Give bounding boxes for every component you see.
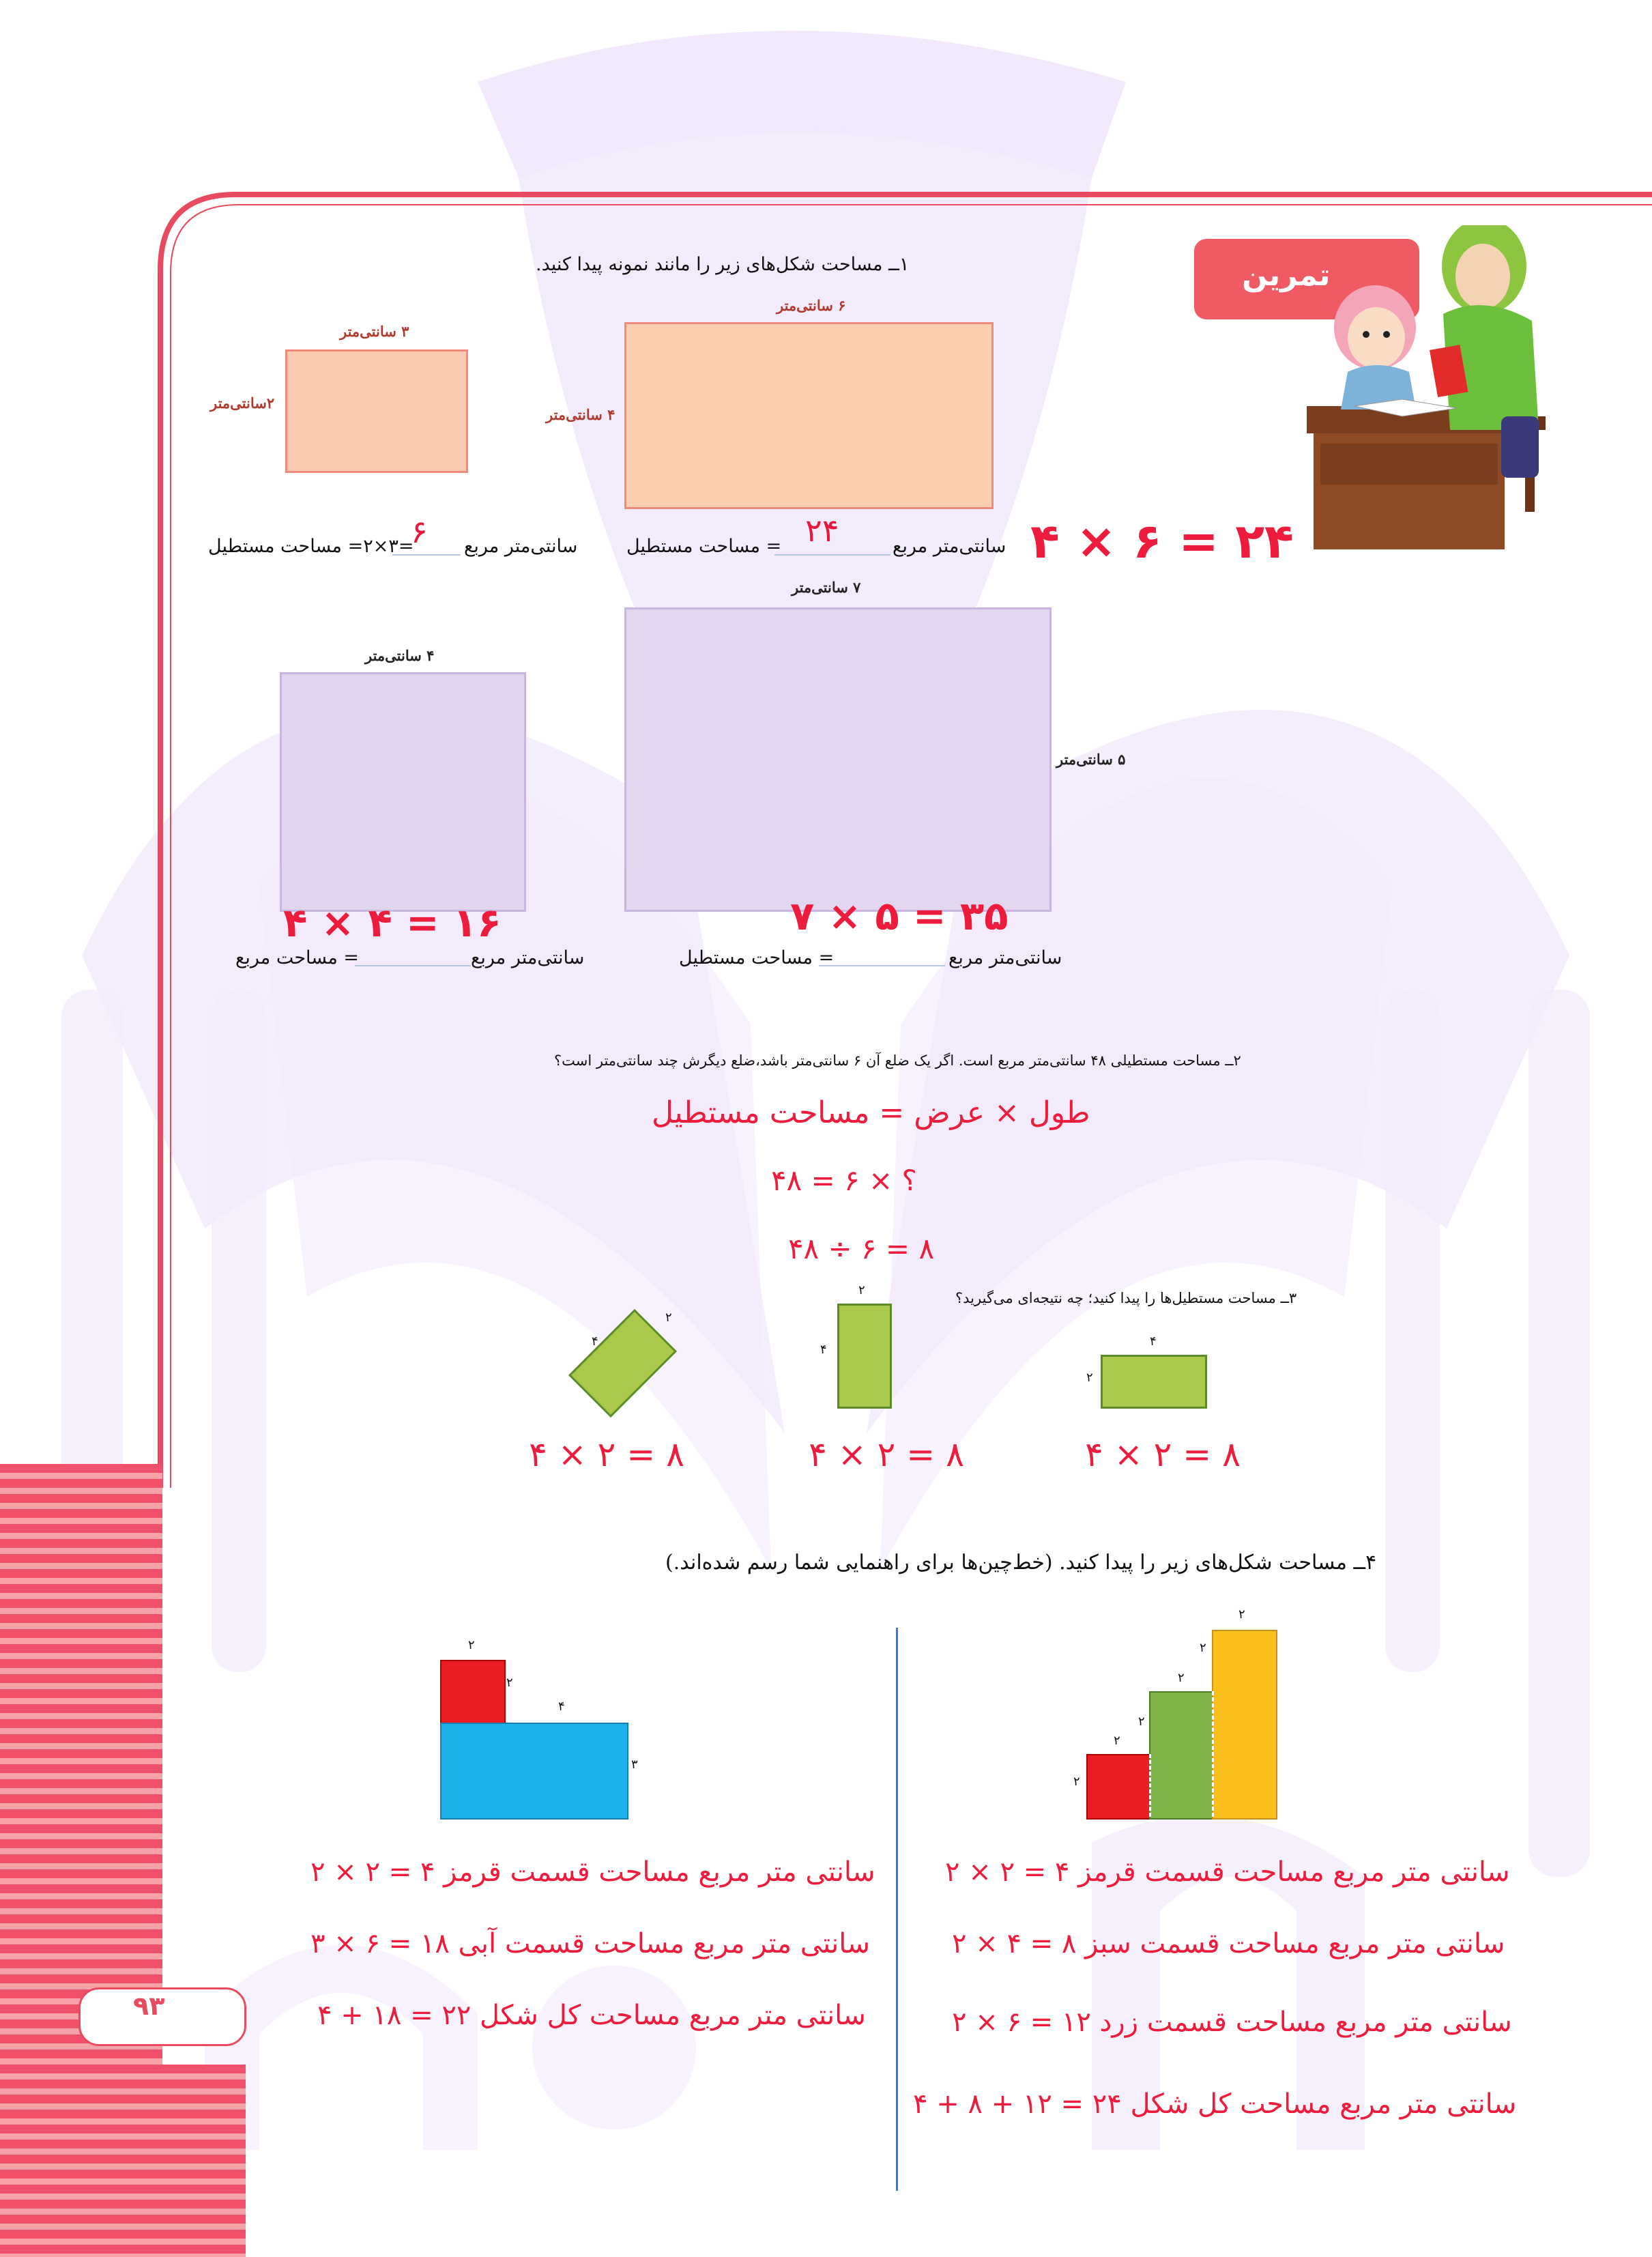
side-stripes — [0, 1464, 246, 2257]
q3-rect-tilted-label-1: ۴ — [592, 1334, 598, 1349]
q1-rect-orange — [624, 322, 994, 509]
q4-title: ۴ــ مساحت شکل‌های زیر را پیدا کنید. (خط‌چین‌ها برای راهنمایی شما رسم شده‌اند.) — [665, 1551, 1377, 1575]
q1-rect-purple-unit: سانتی‌متر مربع — [948, 947, 1062, 968]
q1-title: ۱ــ مساحت شکل‌های زیر را مانند نمونه پیدا کنید. — [536, 254, 910, 275]
q4-left-label-blue-top: ۴ — [558, 1699, 565, 1714]
q4-right-answer-1: سانتی متر مربع مساحت قسمت قرمز ۴ = ۲ × ۲ — [945, 1856, 1510, 1888]
q3-rect-horizontal — [1101, 1355, 1207, 1409]
q3-answer-2: ۴ × ۲ = ۸ — [809, 1435, 964, 1474]
q1-rect-small-answer: ۶ — [411, 513, 428, 550]
q4-right-label-6: ۲ — [1238, 1607, 1245, 1622]
q1-rect-orange-answer-blank — [774, 554, 890, 556]
q1-rect-purple-formula: = مساحت مستطیل — [679, 947, 835, 968]
q1-rect-small — [285, 349, 468, 473]
q3-rect-vertical-label-top: ۲ — [858, 1283, 865, 1297]
q4-right-green-rect — [1149, 1691, 1215, 1820]
q1-rect-orange-unit: سانتی‌متر مربع — [893, 536, 1006, 557]
q3-answer-3: ۴ × ۲ = ۸ — [1085, 1435, 1241, 1474]
q4-left-answer-1: سانتی متر مربع مساحت قسمت قرمز ۴ = ۲ × ۲ — [310, 1856, 875, 1888]
q1-rect-small-formula: =۳×۲= مساحت مستطیل — [208, 536, 414, 557]
q4-left-red-square — [440, 1660, 506, 1725]
q2-title: ۲ــ مساحت مستطیلی ۴۸ سانتی‌متر مربع است. اگر یک ضلع آن ۶ سانتی‌متر باشد،ضلع دیگرش چند سانتی‌متر است؟ — [554, 1052, 1241, 1069]
q4-left-label-red-side: ۲ — [506, 1676, 513, 1690]
q1-rect-small-unit: سانتی‌متر مربع — [464, 536, 578, 557]
q3-answer-1: ۴ × ۲ = ۸ — [529, 1435, 684, 1474]
q3-rect-horizontal-label-side: ۲ — [1086, 1370, 1093, 1385]
q4-right-label-1: ۲ — [1073, 1774, 1080, 1789]
q3-rect-tilted-label-2: ۲ — [665, 1310, 672, 1325]
q4-right-label-2: ۲ — [1114, 1734, 1120, 1748]
q2-line-3: ۴۸ ÷ ۶ = ۸ — [788, 1232, 935, 1265]
q2-line-1: طول × عرض = مساحت مستطیل — [652, 1095, 1090, 1130]
q1-square — [280, 672, 526, 912]
q3-rect-vertical — [837, 1304, 892, 1409]
q4-left-label-blue-side: ۳ — [631, 1757, 638, 1772]
q4-divider — [896, 1628, 898, 2191]
q1-rect-small-top-label: ۳ سانتی‌متر — [340, 323, 409, 340]
q4-right-label-5: ۲ — [1200, 1641, 1206, 1655]
q1-rect-orange-top-label: ۶ سانتی‌متر — [777, 297, 846, 314]
q4-left-label-top: ۲ — [468, 1638, 475, 1652]
q1-rect-small-answer-blank — [392, 554, 461, 556]
q4-right-label-4: ۲ — [1178, 1671, 1185, 1685]
q1-rect-orange-formula: = مساحت مستطیل — [626, 536, 782, 557]
q1-rect-purple-answer-blank — [819, 965, 945, 966]
q4-right-answer-3: سانتی متر مربع مساحت قسمت زرد ۱۲ = ۶ × ۲ — [952, 2007, 1512, 2038]
q1-square-answer-blank — [355, 965, 471, 966]
q1-square-top-label: ۴ سانتی‌متر — [365, 647, 435, 664]
q4-right-label-3: ۲ — [1138, 1714, 1145, 1729]
q4-left-answer-3: سانتی متر مربع مساحت کل شکل ۲۲ = ۱۸ + ۴ — [317, 2000, 866, 2031]
q1-rect-small-side-label: ۲سانتی‌متر — [210, 394, 275, 412]
q2-line-2: ؟ × ۶ = ۴۸ — [771, 1164, 917, 1197]
exercise-badge-label: تمرین — [1242, 258, 1331, 293]
q1-square-formula: = مساحت مربع — [235, 947, 360, 968]
q1-rect-orange-work: ۴ × ۶ = ۲۴ — [1030, 513, 1294, 569]
q1-square-work: ۴ × ۴ = ۱۶ — [283, 900, 502, 946]
q1-rect-orange-side-label: ۴ سانتی‌متر — [546, 406, 615, 423]
q4-right-yellow-rect — [1212, 1630, 1277, 1820]
q4-right-answer-4: سانتی متر مربع مساحت کل شکل ۲۴ = ۱۲ + ۸ + ۴ — [913, 2088, 1517, 2120]
q3-rect-vertical-label-side: ۴ — [820, 1342, 827, 1357]
girls-at-desk-illustration — [1300, 225, 1573, 566]
q1-square-unit: سانتی‌متر مربع — [471, 947, 585, 968]
q4-right-dash-1 — [1149, 1754, 1151, 1817]
q4-right-answer-2: سانتی متر مربع مساحت قسمت سبز ۸ = ۴ × ۲ — [952, 1928, 1505, 1959]
q1-rect-purple-work: ۷ × ۵ = ۳۵ — [790, 893, 1009, 939]
q1-rect-purple-top-label: ۷ سانتی‌متر — [792, 579, 861, 596]
q4-right-red-rect — [1086, 1754, 1152, 1820]
q4-left-blue-rect — [440, 1723, 628, 1820]
q1-rect-orange-answer: ۲۴ — [805, 512, 839, 549]
page-number: ۹۳ — [133, 1991, 165, 2021]
q4-left-answer-2: سانتی متر مربع مساحت قسمت آبی ۱۸ = ۶ × ۳ — [310, 1928, 870, 1959]
q1-rect-purple-side-label: ۵ سانتی‌متر — [1056, 751, 1126, 768]
q3-title: ۳ــ مساحت مستطیل‌ها را پیدا کنید؛ چه نتیجه‌ای می‌گیرید؟ — [955, 1290, 1297, 1306]
q4-right-dash-2 — [1212, 1691, 1214, 1817]
q1-rect-purple — [624, 607, 1052, 912]
q3-rect-horizontal-label-top: ۴ — [1150, 1334, 1157, 1349]
